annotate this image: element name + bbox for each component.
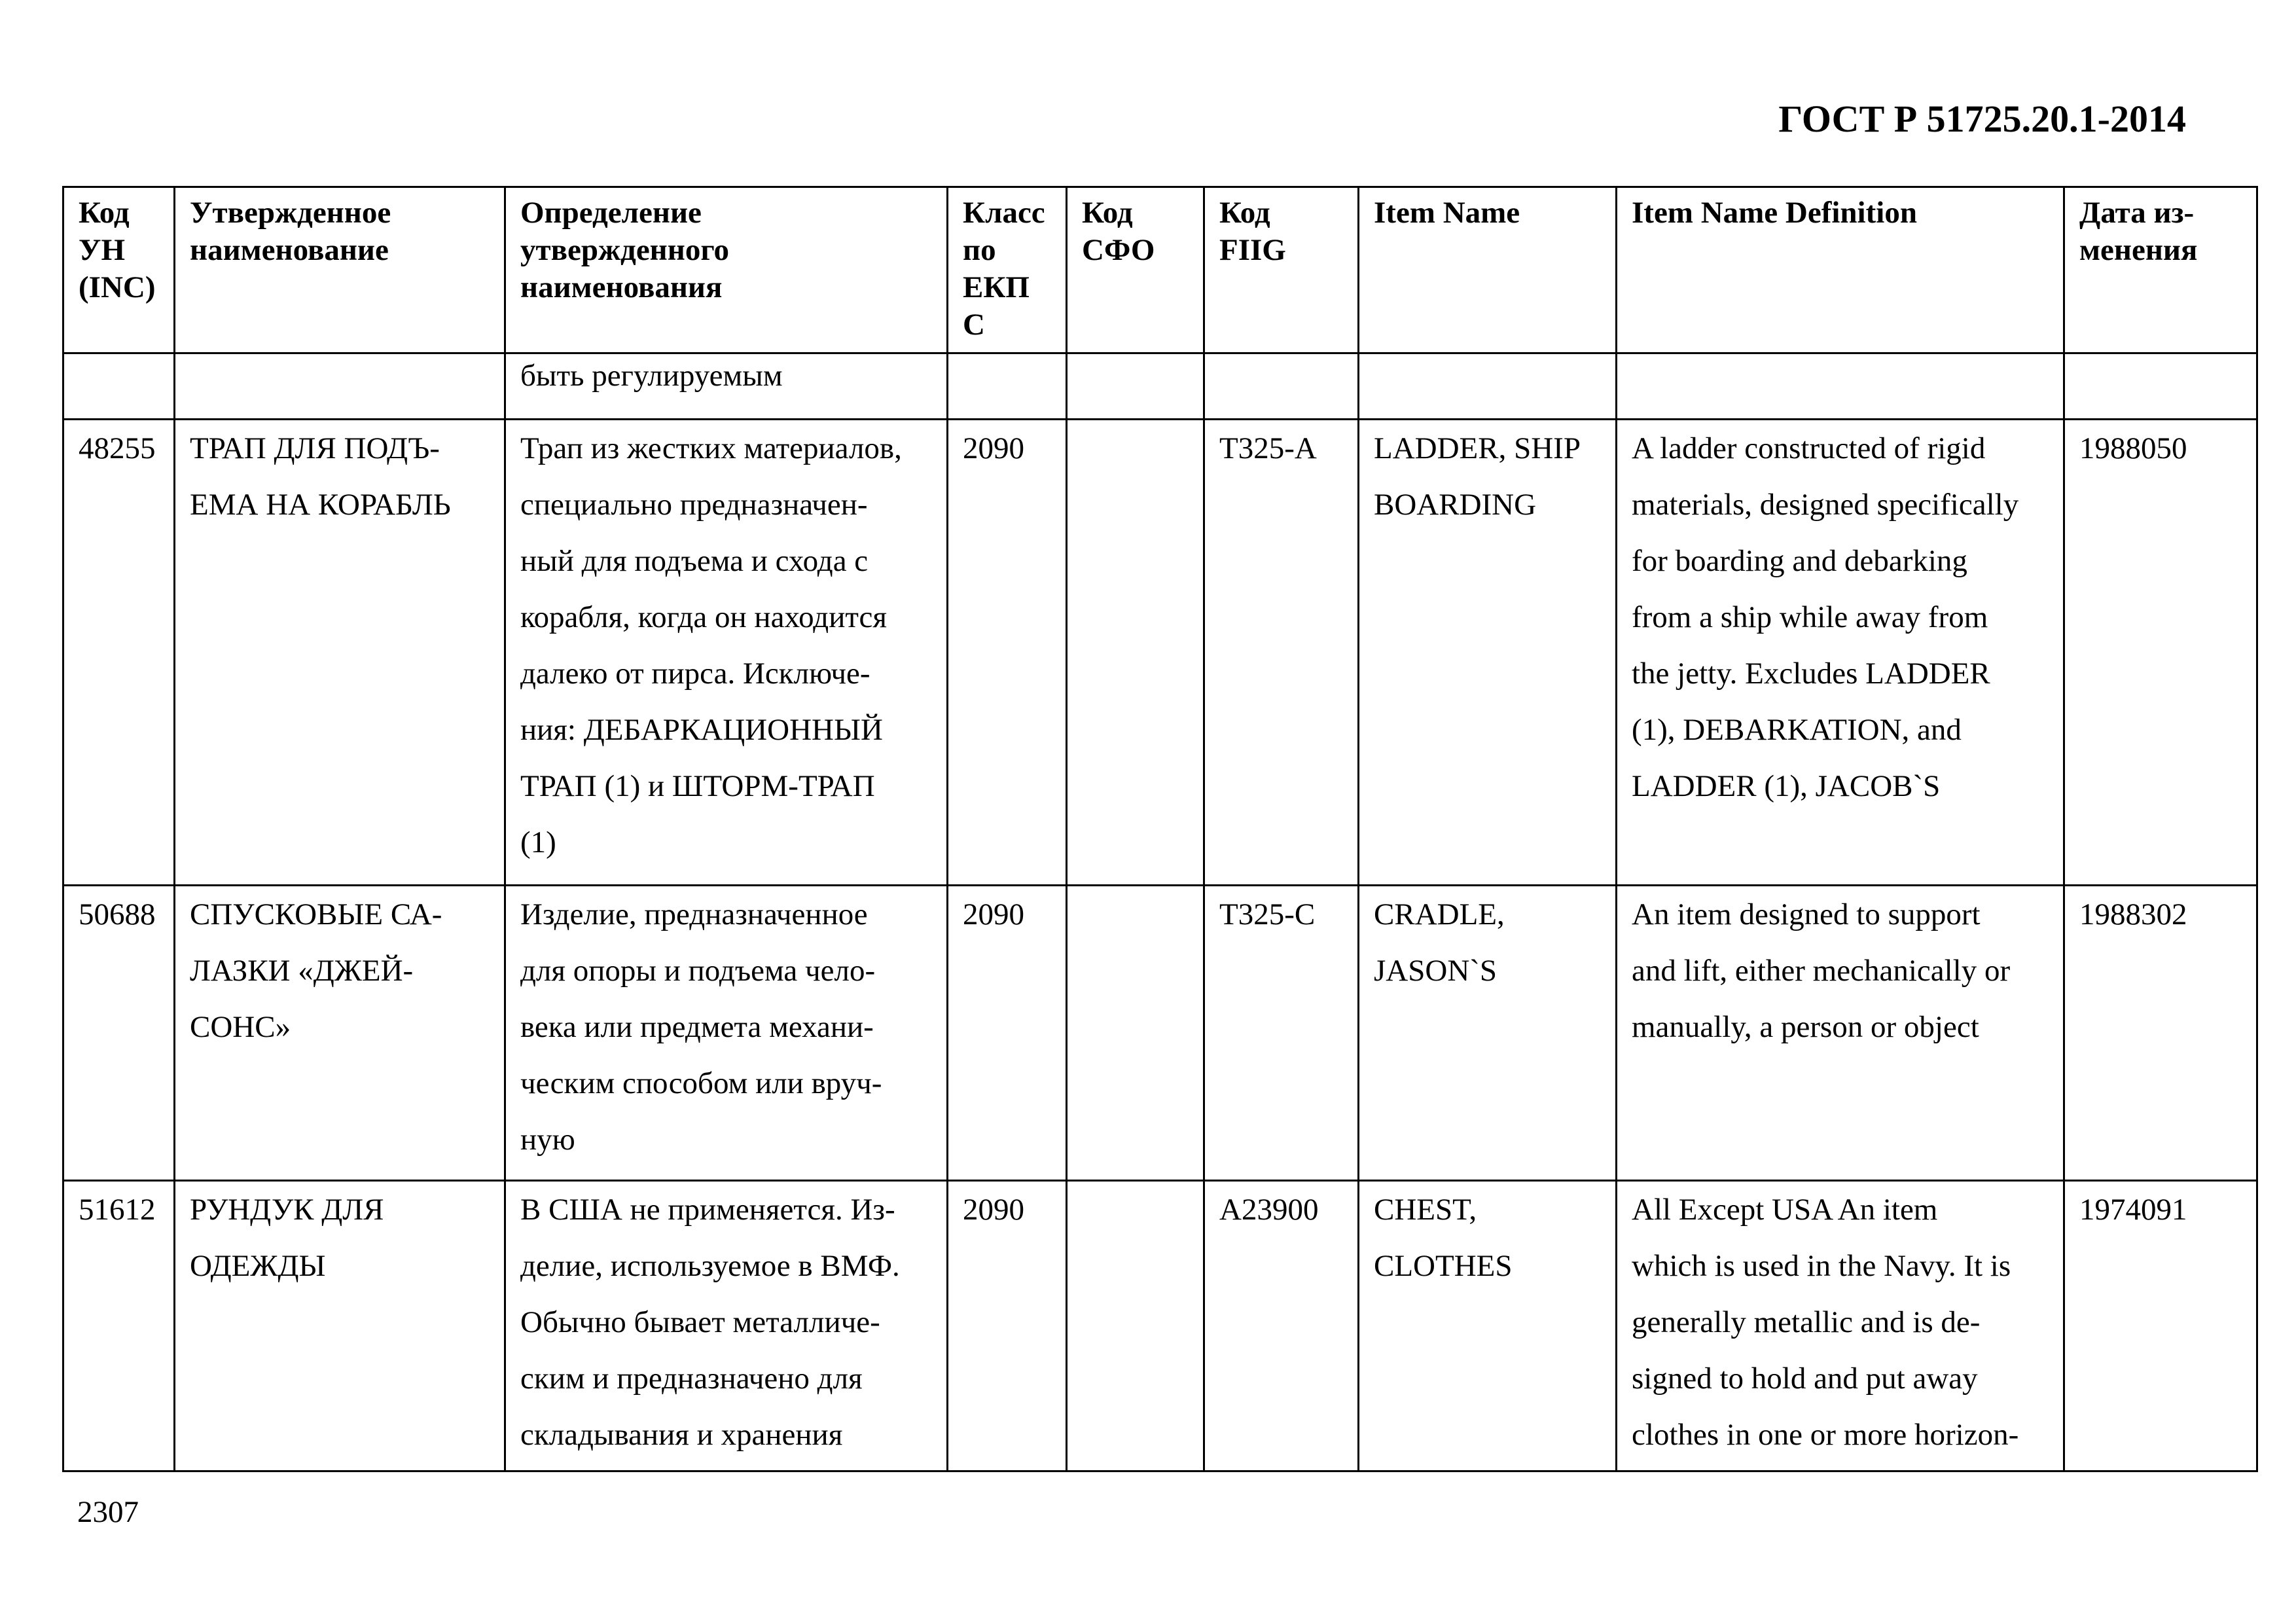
cell-line: from a ship while away from	[1632, 600, 1988, 634]
table-row	[63, 420, 2257, 886]
cell-line: (INC)	[79, 270, 156, 304]
cell-line: наименование	[190, 233, 389, 267]
cell-line: УН	[79, 233, 126, 267]
cell-inc	[63, 353, 175, 420]
cell-line: ния: ДЕБАРКАЦИОННЫЙ	[520, 713, 883, 747]
cell-line: Обычно бывает металличе-	[520, 1305, 880, 1339]
cell-line: века или предмета механи-	[520, 1010, 874, 1044]
cell-line: Item Name	[1374, 196, 1520, 230]
cell-line: ским и предназначено для	[520, 1362, 863, 1396]
cell-item-name	[1359, 420, 1617, 886]
cell-line: утвержденного	[520, 233, 730, 267]
cell-date	[2064, 353, 2257, 420]
cell-definition: быть регулируемым	[505, 353, 948, 420]
cell-fiig	[1204, 353, 1359, 420]
cell-class: 2090	[948, 420, 1067, 886]
cell-name	[175, 886, 505, 1181]
cell-fiig: A23900	[1204, 1181, 1359, 1471]
header-class	[948, 187, 1067, 353]
cell-line: (1)	[520, 825, 556, 859]
cell-line: ОДЕЖДЫ	[190, 1249, 326, 1283]
cell-line: All Except USA An item	[1632, 1193, 1938, 1227]
table-row	[63, 886, 2257, 1181]
cell-line: the jetty. Excludes LADDER	[1632, 657, 1990, 691]
cell-line: СПУСКОВЫЕ СА-	[190, 897, 442, 931]
cell-name	[175, 353, 505, 420]
cell-line: РУНДУК ДЛЯ	[190, 1193, 384, 1227]
header-inc-code	[63, 187, 175, 353]
cell-fiig: T325-A	[1204, 420, 1359, 886]
cell-line: ЛАЗКИ «ДЖЕЙ-	[190, 954, 414, 988]
cell-line: which is used in the Navy. It is	[1632, 1249, 2011, 1283]
cell-line: Изделие, предназначенное	[520, 897, 868, 931]
cell-definition	[505, 886, 948, 1181]
header-item-name-definition	[1617, 187, 2064, 353]
header-name-definition	[505, 187, 948, 353]
cell-line: CRADLE,	[1374, 897, 1505, 931]
cell-line: Код	[1082, 196, 1133, 230]
cell-inc: 51612	[63, 1181, 175, 1471]
cell-line: ТРАП ДЛЯ ПОДЪ-	[190, 431, 440, 465]
cell-line: (1), DEBARKATION, and	[1632, 713, 1962, 747]
cell-line: ЕМА НА КОРАБЛЬ	[190, 488, 451, 522]
cell-line: JASON`S	[1374, 954, 1498, 988]
cell-line: An item designed to support	[1632, 897, 1981, 931]
cell-item-definition	[1617, 886, 2064, 1181]
cell-line: A ladder constructed of rigid	[1632, 431, 1986, 465]
cell-line: наименования	[520, 270, 723, 304]
cell-line: LADDER (1), JACOB`S	[1632, 769, 1941, 803]
cell-class: 2090	[948, 1181, 1067, 1471]
cell-line: Утвержденное	[190, 196, 391, 230]
cell-line: ческим способом или вруч-	[520, 1066, 882, 1100]
cell-line: BOARDING	[1374, 488, 1537, 522]
cell-date: 1988302	[2064, 886, 2257, 1181]
table-header-row	[63, 187, 2257, 353]
cell-item-name	[1359, 886, 1617, 1181]
cell-class	[948, 353, 1067, 420]
table-row-continuation	[63, 353, 2257, 420]
header-change-date	[2064, 187, 2257, 353]
cell-line: по	[963, 233, 996, 267]
cell-line: Код	[1219, 196, 1270, 230]
cell-item-name	[1359, 1181, 1617, 1471]
cell-line: clothes in one or more horizon-	[1632, 1418, 2019, 1452]
table-row	[63, 1181, 2257, 1471]
cell-inc: 48255	[63, 420, 175, 886]
cell-name	[175, 420, 505, 886]
document-code: ГОСТ Р 51725.20.1-2014	[1778, 98, 2186, 140]
cell-class: 2090	[948, 886, 1067, 1181]
cell-line: В США не применяется. Из-	[520, 1193, 895, 1227]
cell-line: LADDER, SHIP	[1374, 431, 1581, 465]
cell-sfo	[1067, 420, 1204, 886]
cell-item-definition	[1617, 420, 2064, 886]
cell-line: Определение	[520, 196, 702, 230]
cell-item-name	[1359, 353, 1617, 420]
cell-line: делие, используемое в ВМФ.	[520, 1249, 900, 1283]
cell-sfo	[1067, 353, 1204, 420]
cell-line: and lift, either mechanically or	[1632, 954, 2011, 988]
header-fiig-code	[1204, 187, 1359, 353]
cell-line: materials, designed specifically	[1632, 488, 2019, 522]
cell-line: ную	[520, 1123, 575, 1157]
cell-line: С	[963, 308, 985, 342]
cell-date: 1988050	[2064, 420, 2257, 886]
cell-fiig: T325-C	[1204, 886, 1359, 1181]
cell-line: FIIG	[1219, 233, 1286, 267]
cell-line: менения	[2079, 233, 2198, 267]
cell-line: Трап из жестких материалов,	[520, 431, 902, 465]
cell-line: СОНС»	[190, 1010, 291, 1044]
cell-sfo	[1067, 886, 1204, 1181]
header-item-name	[1359, 187, 1617, 353]
cell-line: СФО	[1082, 233, 1155, 267]
cell-sfo	[1067, 1181, 1204, 1471]
cell-line: специально предназначен-	[520, 488, 868, 522]
cell-item-definition	[1617, 1181, 2064, 1471]
cell-inc: 50688	[63, 886, 175, 1181]
cell-line: ный для подъема и схода с	[520, 544, 869, 578]
cell-line: CLOTHES	[1374, 1249, 1513, 1283]
cell-definition	[505, 420, 948, 886]
cell-name	[175, 1181, 505, 1471]
cell-date: 1974091	[2064, 1181, 2257, 1471]
cell-line: CHEST,	[1374, 1193, 1477, 1227]
cell-line: for boarding and debarking	[1632, 544, 1967, 578]
header-sfo-code	[1067, 187, 1204, 353]
item-name-table	[62, 186, 2258, 1472]
cell-definition	[505, 1181, 948, 1471]
cell-line: generally metallic and is de-	[1632, 1305, 1981, 1339]
cell-line: ТРАП (1) и ШТОРМ-ТРАП	[520, 769, 875, 803]
cell-line: складывания и хранения	[520, 1418, 843, 1452]
cell-line: Дата из-	[2079, 196, 2195, 230]
cell-line: для опоры и подъема чело-	[520, 954, 876, 988]
cell-line: signed to hold and put away	[1632, 1362, 1978, 1396]
cell-line: корабля, когда он находится	[520, 600, 887, 634]
cell-line: Класс	[963, 196, 1045, 230]
cell-line: ЕКП	[963, 270, 1030, 304]
cell-item-definition	[1617, 353, 2064, 420]
cell-line: manually, a person or object	[1632, 1010, 1979, 1044]
cell-line: Код	[79, 196, 130, 230]
page-number: 2307	[77, 1495, 139, 1529]
cell-line: далеко от пирса. Исключе-	[520, 657, 870, 691]
cell-line: Item Name Definition	[1632, 196, 1917, 230]
header-approved-name	[175, 187, 505, 353]
